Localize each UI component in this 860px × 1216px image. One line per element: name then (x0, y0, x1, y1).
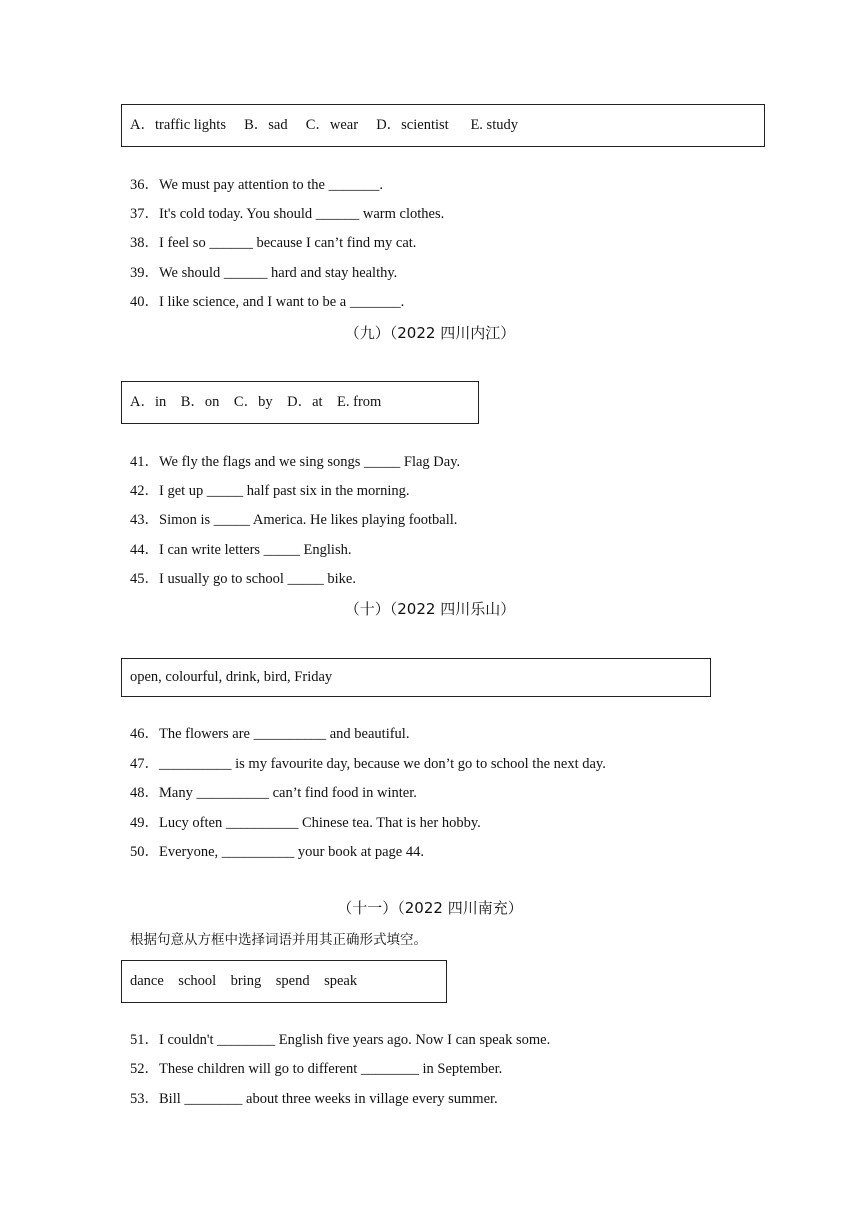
word-box-1-text: A．traffic lights B．sad C．wear D．scientist E. study (130, 117, 518, 134)
question-46: 46．The flowers are __________ and beautiful. (130, 726, 410, 742)
question-52: 52．These children will go to different ________ in September. (130, 1061, 503, 1077)
section-title-10: （十）（2022 四川乐山） (344, 600, 516, 618)
question-38: 38．I feel so ______ because I can’t find my cat. (130, 235, 417, 251)
question-48: 48．Many __________ can’t find food in winter. (130, 785, 417, 801)
word-box-2 (121, 381, 479, 424)
question-37: 37．It's cold today. You should ______ warm clothes. (130, 206, 445, 222)
word-box-4 (121, 960, 447, 1003)
question-44: 44．I can write letters _____ English. (130, 542, 352, 558)
section-title-9: （九）（2022 四川内江） (344, 324, 516, 342)
question-42: 42．I get up _____ half past six in the morning. (130, 483, 410, 499)
question-51: 51．I couldn't ________ English five years ago. Now I can speak some. (130, 1032, 551, 1048)
word-box-1 (121, 104, 765, 147)
question-36: 36．We must pay attention to the _______. (130, 177, 383, 193)
word-box-4-text: dance school bring spend speak (130, 973, 358, 990)
question-39: 39．We should ______ hard and stay healthy. (130, 265, 398, 281)
word-box-3 (121, 658, 711, 697)
question-41: 41．We fly the flags and we sing songs _____ Flag Day. (130, 454, 461, 470)
word-box-3-text: open, colourful, drink, bird, Friday (130, 669, 333, 686)
question-49: 49．Lucy often __________ Chinese tea. That is her hobby. (130, 815, 481, 831)
section-title-11: （十一）（2022 四川南充） (337, 899, 523, 917)
question-50: 50．Everyone, __________ your book at page 44. (130, 844, 424, 860)
question-43: 43．Simon is _____ America. He likes playing football. (130, 512, 458, 528)
section-11-instruction: 根据句意从方框中选择词语并用其正确形式填空。 (130, 932, 427, 948)
question-45: 45．I usually go to school _____ bike. (130, 571, 356, 587)
word-box-2-text: A．in B．on C．by D．at E. from (130, 394, 382, 411)
question-40: 40．I like science, and I want to be a _______. (130, 294, 405, 310)
question-53: 53．Bill ________ about three weeks in village every summer. (130, 1091, 498, 1107)
question-47: 47．__________ is my favourite day, because we don’t go to school the next day. (130, 756, 606, 772)
